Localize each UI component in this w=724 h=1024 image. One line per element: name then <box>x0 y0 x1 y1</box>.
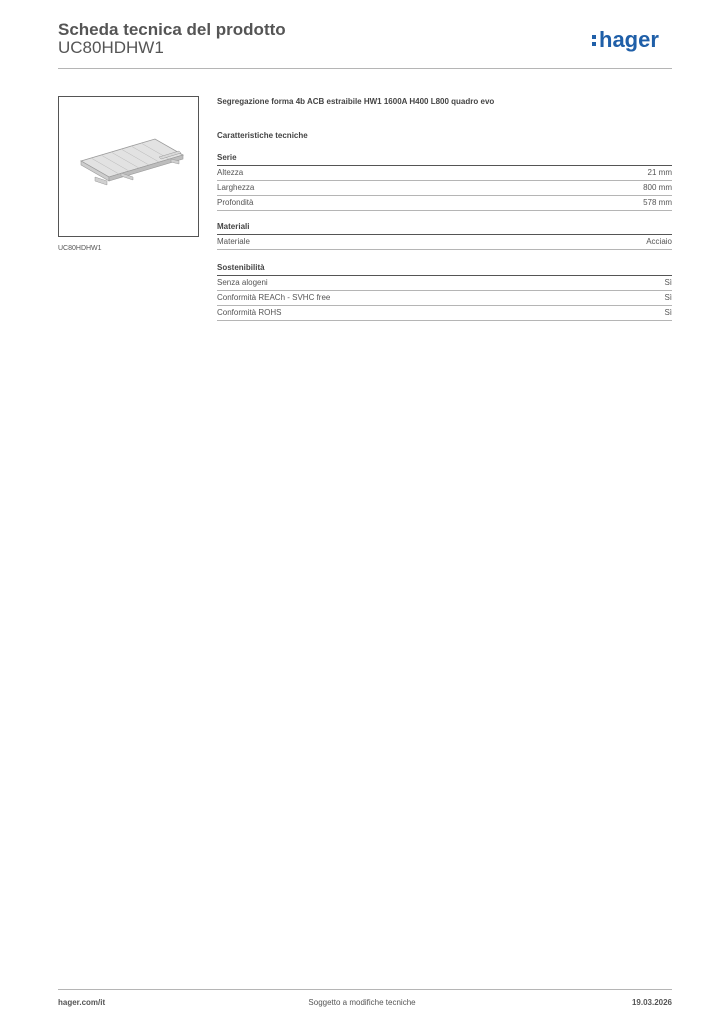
spec-label: Conformità REACh - SVHC free <box>217 293 331 302</box>
product-details <box>217 96 672 321</box>
spec-value: Sì <box>664 278 672 287</box>
product-code: UC80HDHW1 <box>58 38 164 57</box>
spec-row <box>217 235 672 250</box>
spec-value: Sì <box>664 308 672 317</box>
header-divider <box>58 68 672 69</box>
spec-row <box>217 291 672 306</box>
spec-label: Senza alogeni <box>217 278 268 287</box>
spec-label: Materiale <box>217 237 250 246</box>
product-description: Segregazione forma 4b ACB estraibile HW1 1600A H400 L800 quadro evo <box>217 97 495 106</box>
spec-value: Sì <box>664 293 672 302</box>
spec-row <box>217 276 672 291</box>
footer-divider <box>58 989 672 990</box>
spec-row <box>217 181 672 196</box>
spec-label: Larghezza <box>217 183 255 192</box>
spec-value: 578 mm <box>643 198 672 207</box>
spec-group-materiali <box>217 221 672 250</box>
spec-value: Acciaio <box>646 237 672 246</box>
footer-date: 19.03.2026 <box>631 998 672 1007</box>
spec-group-serie <box>217 152 672 211</box>
spec-group-sostenibilita <box>217 262 672 321</box>
spec-label: Profondità <box>217 198 254 207</box>
steel-segregation-plate-image <box>59 97 198 236</box>
spec-row <box>217 166 672 181</box>
spec-value: 800 mm <box>643 183 672 192</box>
spec-group-title: Sostenibilità <box>217 262 672 276</box>
spec-row <box>217 196 672 211</box>
page-title: Scheda tecnica del prodotto <box>58 20 286 39</box>
spec-label: Conformità ROHS <box>217 308 282 317</box>
spec-label: Altezza <box>217 168 244 177</box>
product-image <box>58 96 199 237</box>
characteristics-title: Caratteristiche tecniche <box>217 131 308 140</box>
footer-website-link[interactable]: hager.com/it <box>58 998 106 1007</box>
product-image-caption: UC80HDHW1 <box>58 245 102 252</box>
spec-group-title: Serie <box>217 152 672 166</box>
logo-text: hager <box>599 27 659 52</box>
spec-value: 21 mm <box>647 168 672 177</box>
hager-logo <box>590 27 676 57</box>
spec-group-title: Materiali <box>217 221 672 235</box>
footer-note: Soggetto a modifiche tecniche <box>308 998 416 1007</box>
spec-row <box>217 306 672 321</box>
